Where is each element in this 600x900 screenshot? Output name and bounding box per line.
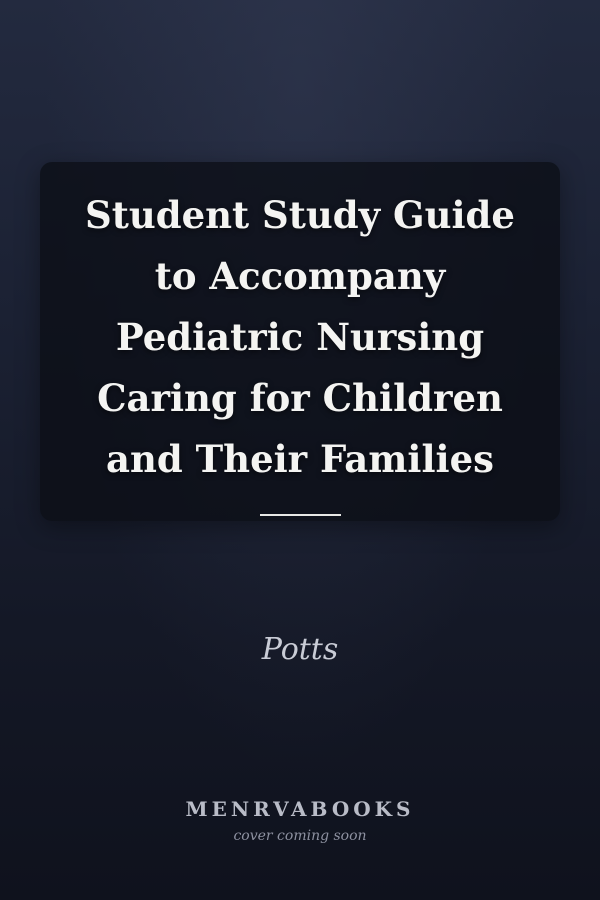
title-line: to Accompany <box>154 254 446 298</box>
title-divider <box>260 514 341 516</box>
title-line: Pediatric Nursing <box>115 315 485 359</box>
cover-tagline: cover coming soon <box>233 828 367 844</box>
title-line: and Their Families <box>106 437 494 481</box>
title-line: Caring for Children <box>97 376 503 420</box>
title-line: Student Study Guide <box>85 193 515 237</box>
publisher-name: MENRVABOOKS <box>185 797 415 821</box>
book-title <box>40 185 560 490</box>
author-name: Potts <box>261 632 339 667</box>
